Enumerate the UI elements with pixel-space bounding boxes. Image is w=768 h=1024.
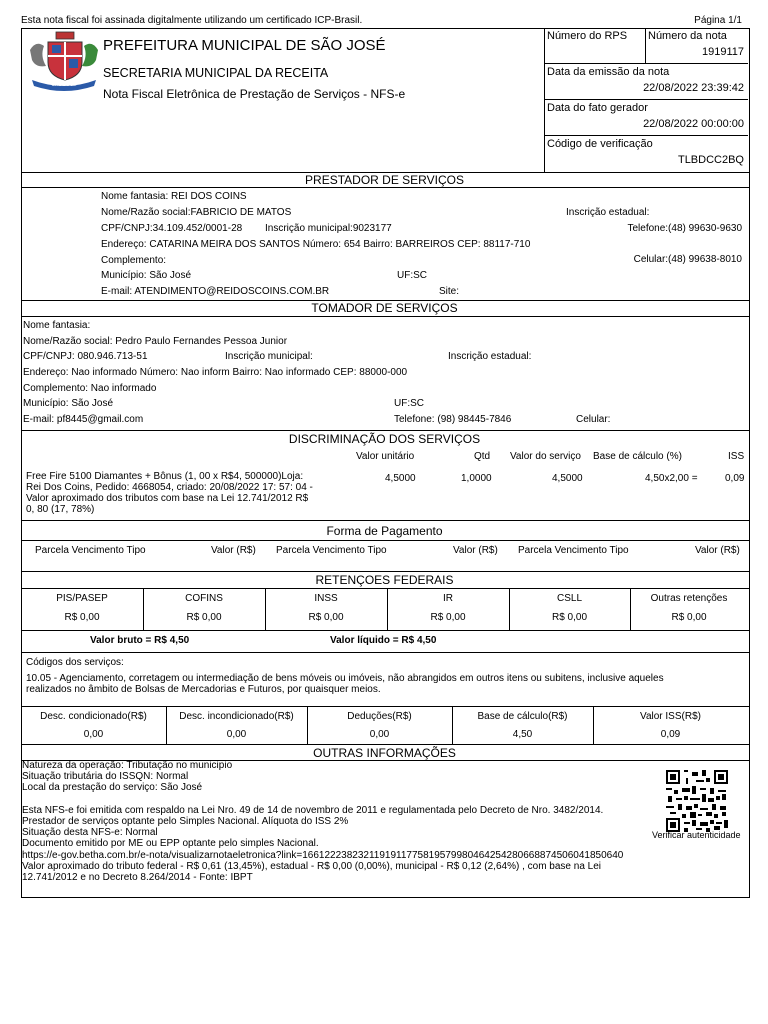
prestador-section-title: PRESTADOR DE SERVIÇOS [305,173,464,187]
retencao-pis-value: R$ 0,00 [64,612,100,623]
tomador-uf: UF:SC [394,398,424,409]
tomador-complemento: Complemento: Nao informado [23,383,157,394]
base-calculo-label: Base de cálculo(R$) [477,711,568,722]
prestador-endereco: Endereço: CATARINA MEIRA DOS SANTOS Número: 654 Bairro: BARREIROS CEP: 88117-710 [101,239,531,250]
tomador-telefone: Telefone: (98) 98445-7846 [394,414,512,425]
prestador-complemento: Complemento: [101,255,167,266]
retencao-ir-label: IR [443,593,453,604]
emissao-label: Data da emissão da nota [547,66,670,78]
outras-line-3: Local da prestação do serviço: São José [22,782,203,793]
outras-line-7: Situação desta NFS-e: Normal [22,827,158,838]
tomador-email: E-mail: pf8445@gmail.com [23,414,144,425]
signature-notice: Esta nota fiscal foi assinada digitalmente utilizando um certificado ICP-Brasil. [21,15,363,26]
prestador-fantasia: Nome fantasia: REI DOS COINS [101,191,247,202]
page-title: PREFEITURA MUNICIPAL DE SÃO JOSÉ [103,37,386,54]
valor-iss-label: Valor ISS(R$) [640,711,701,722]
prestador-razao: Nome/Razão social:FABRICIO DE MATOS [101,207,292,218]
tomador-municipio: Município: São José [23,398,114,409]
codigo-servico-line1: 10.05 - Agenciamento, corretagem ou intermediação de bens móveis ou imóveis, não abrangidos em outros itens ou subitens, inclusive aqueles [26,673,664,684]
deducoes-value: 0,00 [369,729,390,740]
retencao-csll-label: CSLL [556,593,582,604]
pagamento-section-title: Forma de Pagamento [326,524,443,538]
tomador-celular: Celular: [576,414,611,425]
servicos-col-valor: Valor do serviço [510,451,581,462]
prestador-uf: UF:SC [397,270,427,281]
nota-value: 1919117 [701,46,744,58]
base-calculo-value: 4,50 [512,729,533,740]
servico-desc-line4: 0, 80 (17, 78%) [26,504,95,515]
pagamento-col-parcela-3: Parcela Vencimento Tipo [518,545,629,556]
verificacao-code: TLBDCC2BQ [677,154,744,166]
tomador-razao: Nome/Razão social: Pedro Paulo Fernandes Pessoa Junior [23,336,288,347]
rps-label: Número do RPS [547,30,628,42]
pagamento-col-valor-3: Valor (R$) [695,545,740,556]
servicos-col-qtd: Qtd [474,451,491,462]
secretaria-title: SECRETARIA MUNICIPAL DA RECEITA [103,66,329,80]
servicos-col-unit: Valor unitário [356,451,415,462]
svg-text:SÃO JOSÉ: SÃO JOSÉ [51,82,77,88]
codigos-label: Códigos dos serviços: [26,657,124,668]
prestador-site: Site: [439,286,460,297]
nota-label: Número da nota [648,30,727,42]
qr-code-icon[interactable] [664,768,730,834]
tomador-im: Inscrição municipal: [225,351,313,362]
retencao-inss-label: INSS [314,593,338,604]
retencao-ir-value: R$ 0,00 [430,612,466,623]
pagamento-col-parcela-2: Parcela Vencimento Tipo [276,545,387,556]
document-type: Nota Fiscal Eletrônica de Prestação de Serviços - NFS-e [103,87,406,101]
qr-caption[interactable]: Verificar autenticidade [652,830,741,840]
retencao-pis-label: PIS/PASEP [56,593,108,604]
valor-bruto: Valor bruto = R$ 4,50 [90,635,190,646]
coat-of-arms-icon [26,30,102,92]
servicos-col-base: Base de cálculo (%) [593,451,682,462]
pagamento-col-parcela-1: Parcela Vencimento Tipo [35,545,146,556]
servico-desc-line3: Valor aproximado dos tributos com base na Lei 12.741/2012 R$ [26,493,309,504]
outras-line-11: 12.741/2012 e no Decreto 8.264/2014 - Fonte: IBPT [22,872,253,883]
fato-value: 22/08/2022 00:00:00 [643,118,744,130]
retencao-outras-label: Outras retenções [650,593,728,604]
desc-incondicionado-label: Desc. incondicionado(R$) [179,711,294,722]
codigo-servico-line2: realizados no âmbito de Bolsas de Mercadorias e Futuros, por quaisquer meios. [26,684,381,695]
prestador-telefone: Telefone:(48) 99630-9630 [627,223,742,234]
pagamento-col-valor-1: Valor (R$) [211,545,256,556]
emissao-value: 22/08/2022 23:39:42 [643,82,744,94]
retencao-inss-value: R$ 0,00 [308,612,344,623]
servico-qtd: 1,0000 [461,473,492,484]
servico-desc-line1: Free Fire 5100 Diamantes + Bônus (1, 00 x R$4, 500000)Loja: [26,471,304,482]
deducoes-label: Deduções(R$) [347,711,412,722]
desc-incondicionado-value: 0,00 [226,729,247,740]
valor-iss-value: 0,09 [660,729,681,740]
retencao-cofins-label: COFINS [185,593,223,604]
prestador-im: Inscrição municipal:9023177 [265,223,392,234]
outras-line-6: Prestador de serviços optante pelo Simples Nacional. Alíquota do ISS 2% [22,816,349,827]
servicos-section-title: DISCRIMINAÇÃO DOS SERVIÇOS [288,432,481,446]
retencao-csll-value: R$ 0,00 [551,612,588,623]
servico-valor-unit: 4,5000 [385,473,416,484]
desc-condicionado-value: 0,00 [83,729,104,740]
tomador-endereco: Endereço: Nao informado Número: Nao inform Bairro: Nao informado CEP: 88000-000 [23,367,408,378]
fato-label: Data do fato gerador [547,102,648,114]
verification-link[interactable]: https://e-gov.betha.com.br/e-nota/visualizarnotaeletronica?link=16612223823211919117758195799804642542806688745060418506​40 [22,850,624,861]
page-number: Página 1/1 [694,15,742,26]
servicos-col-iss: ISS [728,451,745,462]
tomador-section-title: TOMADOR DE SERVIÇOS [311,301,458,315]
outras-line-10: Valor aproximado do tributo federal - R$ 0,61 (13,45%), estadual - R$ 0,00 (0,00%), municipal - R$ 0,12 (2,64%) , com base na Lei [22,861,602,872]
outras-line-5: Esta NFS-e foi emitida com respaldo na Lei Nro. 49 de 14 de novembro de 2011 e regulamentada pelo Decreto de Nro. 3482/2014. [22,805,604,816]
tomador-fantasia: Nome fantasia: [23,320,91,331]
pagamento-col-valor-2: Valor (R$) [453,545,498,556]
prestador-ie: Inscrição estadual: [566,207,650,218]
prestador-celular: Celular:(48) 99638-8010 [633,254,742,265]
servico-base: 4,50x2,00 = [645,473,698,484]
retencoes-section-title: RETENÇOES FEDERAIS [315,573,454,587]
outras-line-8: Documento emitido por ME ou EPP optante pelo simples Nacional. [22,838,319,849]
tomador-ie: Inscrição estadual: [448,351,532,362]
tomador-cpf: CPF/CNPJ: 080.946.713-51 [23,351,148,362]
desc-condicionado-label: Desc. condicionado(R$) [40,711,147,722]
retencao-cofins-value: R$ 0,00 [186,612,222,623]
verificacao-label: Código de verificação [547,138,653,150]
retencao-outras-value: R$ 0,00 [671,612,707,623]
outras-line-1: Natureza da operação: Tributação no municipio [22,760,233,771]
servico-desc-line2: Rei Dos Coins, Pedido: 4668054, criado: 20/08/2022 17: 57: 04 - [26,482,313,493]
prestador-municipio: Município: São José [101,270,192,281]
outras-line-2: Situação tributária do ISSQN: Normal [22,771,189,782]
outras-section-title: OUTRAS INFORMAÇÕES [313,746,456,760]
servico-iss: 0,09 [725,473,745,484]
prestador-email: E-mail: ATENDIMENTO@REIDOSCOINS.COM.BR [101,286,330,297]
servico-valor: 4,5000 [552,473,583,484]
valor-liquido: Valor líquido = R$ 4,50 [330,635,437,646]
prestador-cpf: CPF/CNPJ:34.109.452/0001-28 [101,223,243,234]
